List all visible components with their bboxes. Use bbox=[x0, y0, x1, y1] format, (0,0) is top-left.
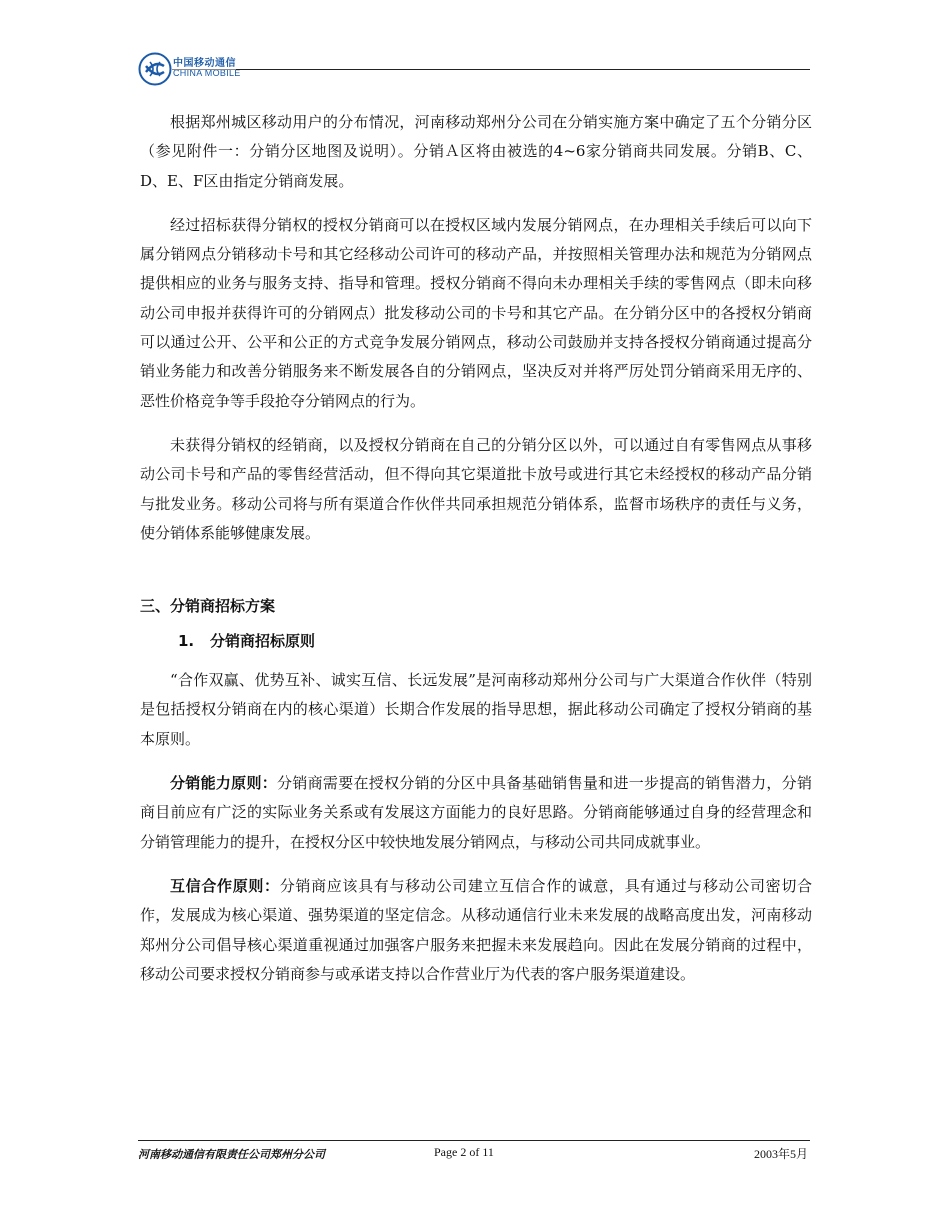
footer-date: 2003年5月 bbox=[753, 1147, 808, 1161]
china-mobile-logo-icon bbox=[138, 52, 172, 86]
paragraph-2: 经过招标获得分销权的授权分销商可以在授权区域内发展分销网点，在办理相关手续后可以向下属分销网点分销移动卡号和其它经移动公司许可的移动产品，并按照相关管理办法和规范为分销网点提供相应的业务与服务支持、指导和管理。授权分销商不得向未办理相关手续的零售网点（即未向移动公司申报并获得许可的分销网点）批发移动公司的卡号和其它产品。在分销分区中的各授权分销商可以通过公开、公平和公正的方式竞争发展分销网点，移动公司鼓励并支持各授权分销商通过提高分销业务能力和改善分销服务来不断发展各自的分销网点，坚决反对并将严厉处罚分销商采用无序的、恶性价格竞争等手段抢夺分销网点的行为。 bbox=[140, 215, 812, 410]
paragraph-4: “合作双赢、优势互补、诚实互信、长远发展”是河南移动郑州分公司与广大渠道合作伙伴（特别是包括授权分销商在内的核心渠道）长期合作发展的指导思想，据此移动公司确定了授权分销商的基本原则。 bbox=[140, 671, 812, 748]
principle-label-trust: 互信合作原则： bbox=[170, 876, 280, 895]
paragraph-5 bbox=[140, 769, 812, 857]
principle-label-capability: 分销能力原则： bbox=[170, 774, 278, 793]
header-divider-short bbox=[172, 69, 238, 70]
section-title: 三、分销商招标方案 bbox=[140, 597, 276, 616]
page-footer bbox=[138, 1140, 810, 1170]
logo-text-en: CHINA MOBILE bbox=[173, 68, 241, 78]
footer-company: 河南移动通信有限责任公司郑州分公司 bbox=[138, 1148, 325, 1161]
document-body bbox=[140, 108, 812, 989]
paragraph-1: 根据郑州城区移动用户的分布情况，河南移动郑州分公司在分销实施方案中确定了五个分销分区（参见附件一：分销分区地图及说明）。分销Ａ区将由被选的4~6家分销商共同发展。分销B、C、D、E、F区由指定分销商发展。 bbox=[140, 113, 812, 190]
paragraph-6 bbox=[140, 872, 812, 989]
header-divider bbox=[236, 69, 810, 70]
page-header bbox=[138, 50, 810, 86]
subsection-number: 1. bbox=[178, 632, 195, 651]
principle-text-trust: 分销商应该具有与移动公司建立互信合作的诚意，具有通过与移动公司密切合作，发展成为核心渠道、强势渠道的坚定信念。从移动通信行业未来发展的战略高度出发，河南移动郑州分公司倡导核心渠道重视通过加强客户服务来把握未来发展趋向。因此在发展分销商的过程中，移动公司要求授权分销商参与或承诺支持以合作营业厅为代表的客户服务渠道建设。 bbox=[140, 876, 812, 983]
subsection-title bbox=[140, 627, 812, 656]
page-number: Page 2 of 11 bbox=[434, 1145, 494, 1159]
subsection-label: 分销商招标原则 bbox=[210, 632, 316, 651]
logo-text-cn: 中国移动通信 bbox=[173, 58, 236, 69]
principle-text-capability: 分销商需要在授权分销的分区中具备基础销售量和进一步提高的销售潜力，分销商目前应有广泛的实际业务关系或有发展这方面能力的良好思路。分销商能够通过自身的经营理念和分销管理能力的提升，在授权分区中较快地发展分销网点，与移动公司共同成就事业。 bbox=[140, 774, 812, 851]
paragraph-3: 未获得分销权的经销商，以及授权分销商在自己的分销分区以外，可以通过自有零售网点从事移动公司卡号和产品的零售经营活动，但不得向其它渠道批卡放号或进行其它未经授权的移动产品分销与批发业务。移动公司将与所有渠道合作伙伴共同承担规范分销体系，监督市场秩序的责任与义务，使分销体系能够健康发展。 bbox=[140, 435, 812, 542]
footer-divider bbox=[138, 1140, 810, 1141]
